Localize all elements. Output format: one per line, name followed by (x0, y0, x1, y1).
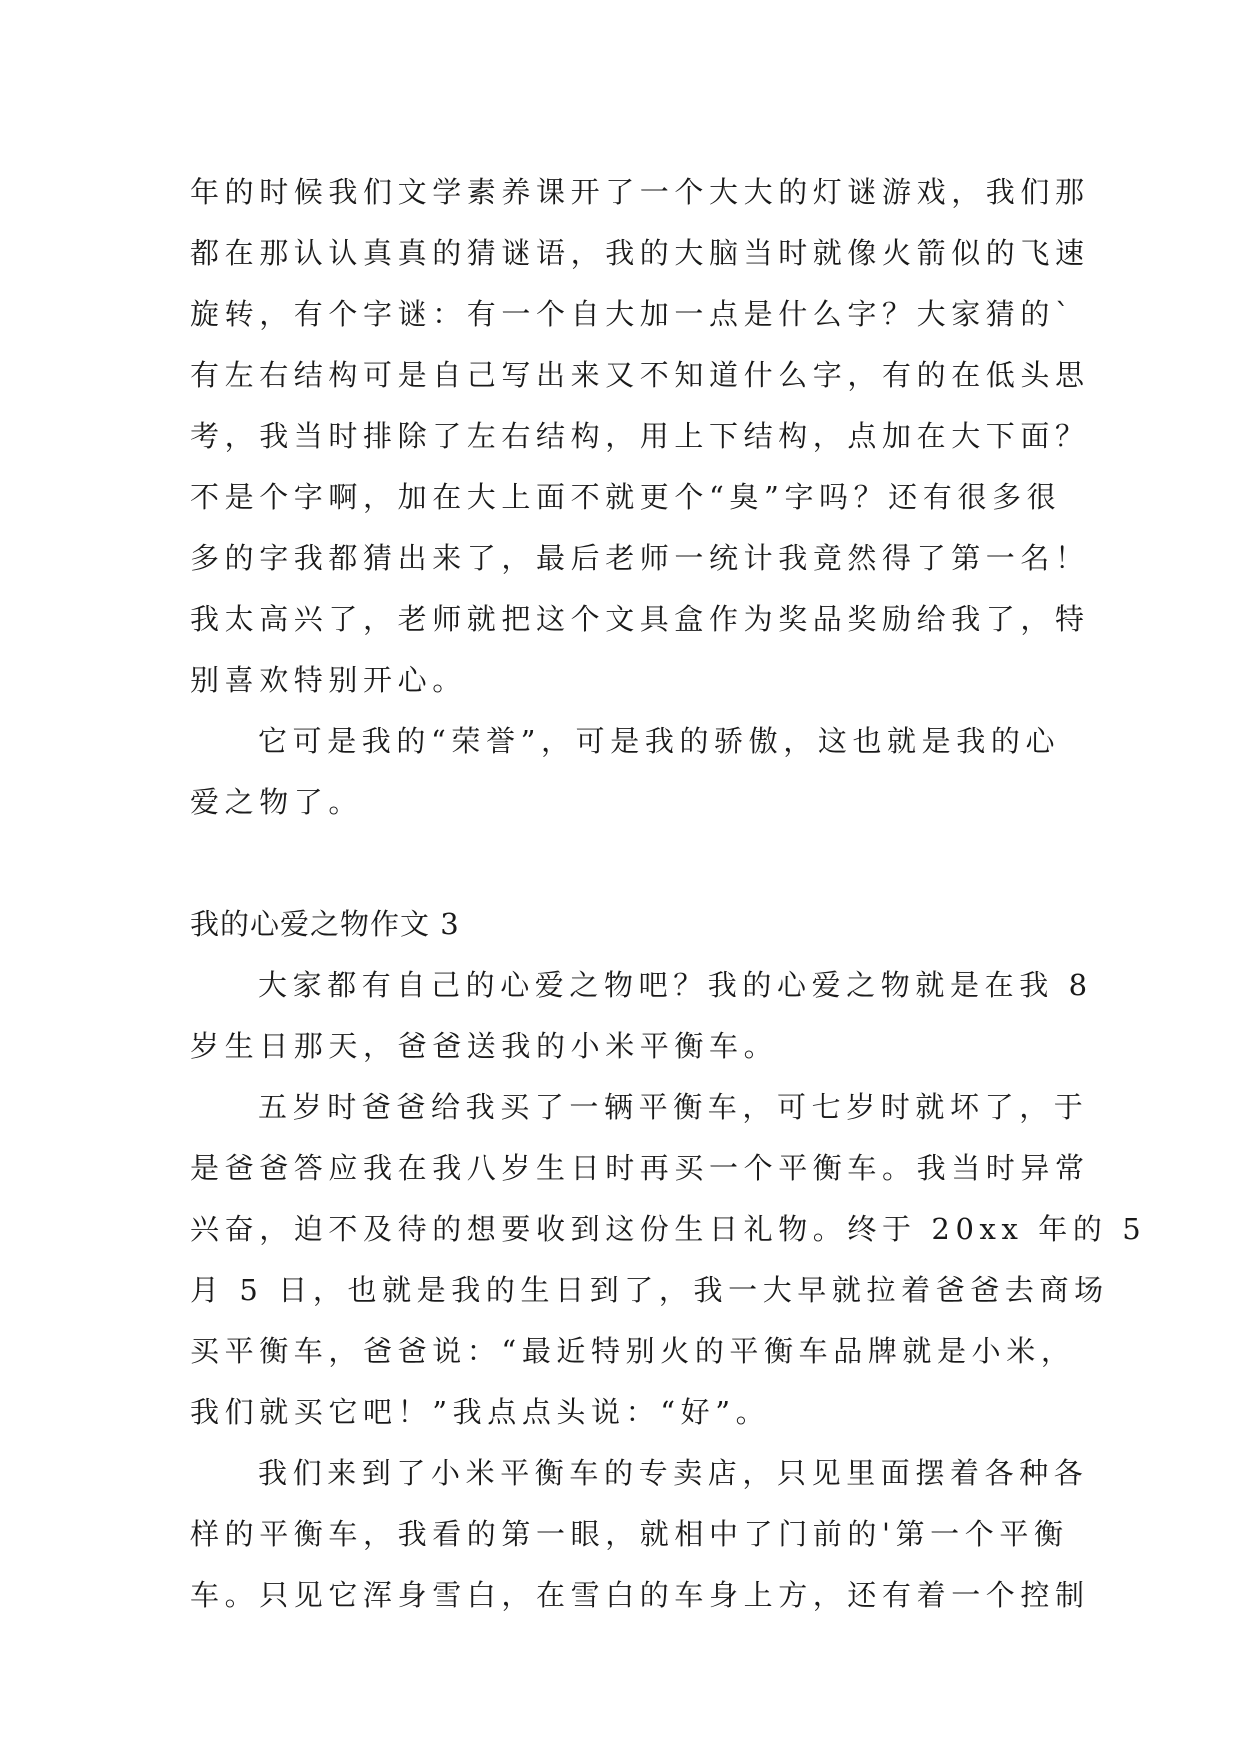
section-heading: 我的心爱之物作文 3 (190, 907, 460, 941)
text-line: 别喜欢特别开心。 (190, 663, 467, 697)
text-line: 月 5 日，也就是我的生日到了，我一大早就拉着爸爸去商场 (190, 1273, 1109, 1307)
text-line: 样的平衡车，我看的第一眼，就相中了门前的'第一个平衡 (190, 1517, 1069, 1551)
text-line: 车。只见它浑身雪白，在雪白的车身上方，还有着一个控制 (190, 1578, 1090, 1612)
text-line: 有左右结构可是自己写出来又不知道什么字，有的在低头思 (190, 358, 1090, 392)
text-line: 我太高兴了，老师就把这个文具盒作为奖品奖励给我了，特 (190, 602, 1090, 636)
text-line: 买平衡车，爸爸说：“最近特别火的平衡车品牌就是小米， (190, 1334, 1076, 1368)
text-line: 兴奋，迫不及待的想要收到这份生日礼物。终于 20xx 年的 5 (190, 1212, 1147, 1246)
text-line: 五岁时爸爸给我买了一辆平衡车，可七岁时就坏了，于 (258, 1090, 1089, 1124)
text-line: 年的时候我们文学素养课开了一个大大的灯谜游戏，我们那 (190, 175, 1090, 209)
text-line: 都在那认认真真的猜谜语，我的大脑当时就像火箭似的飞速 (190, 236, 1090, 270)
text-line: 它可是我的“荣誉”，可是我的骄傲，这也就是我的心 (258, 724, 1061, 758)
text-line: 旋转，有个字谜：有一个自大加一点是什么字？大家猜的` (190, 297, 1076, 331)
text-line: 是爸爸答应我在我八岁生日时再买一个平衡车。我当时异常 (190, 1151, 1090, 1185)
text-line: 大家都有自己的心爱之物吧？我的心爱之物就是在我 8 (258, 968, 1093, 1002)
text-line: 考，我当时排除了左右结构，用上下结构，点加在大下面？ (190, 419, 1090, 453)
text-line: 岁生日那天，爸爸送我的小米平衡车。 (190, 1029, 779, 1063)
text-line: 我们就买它吧！”我点点头说：“好”。 (190, 1395, 771, 1429)
text-line: 我们来到了小米平衡车的专卖店，只见里面摆着各种各 (258, 1456, 1089, 1490)
section-spacer (190, 833, 1070, 894)
text-line: 爱之物了。 (190, 785, 364, 819)
document-body (190, 162, 1147, 1626)
text-line: 不是个字啊，加在大上面不就更个“臭”字吗？还有很多很 (190, 480, 1062, 514)
text-line: 多的字我都猜出来了，最后老师一统计我竟然得了第一名！ (190, 541, 1090, 575)
